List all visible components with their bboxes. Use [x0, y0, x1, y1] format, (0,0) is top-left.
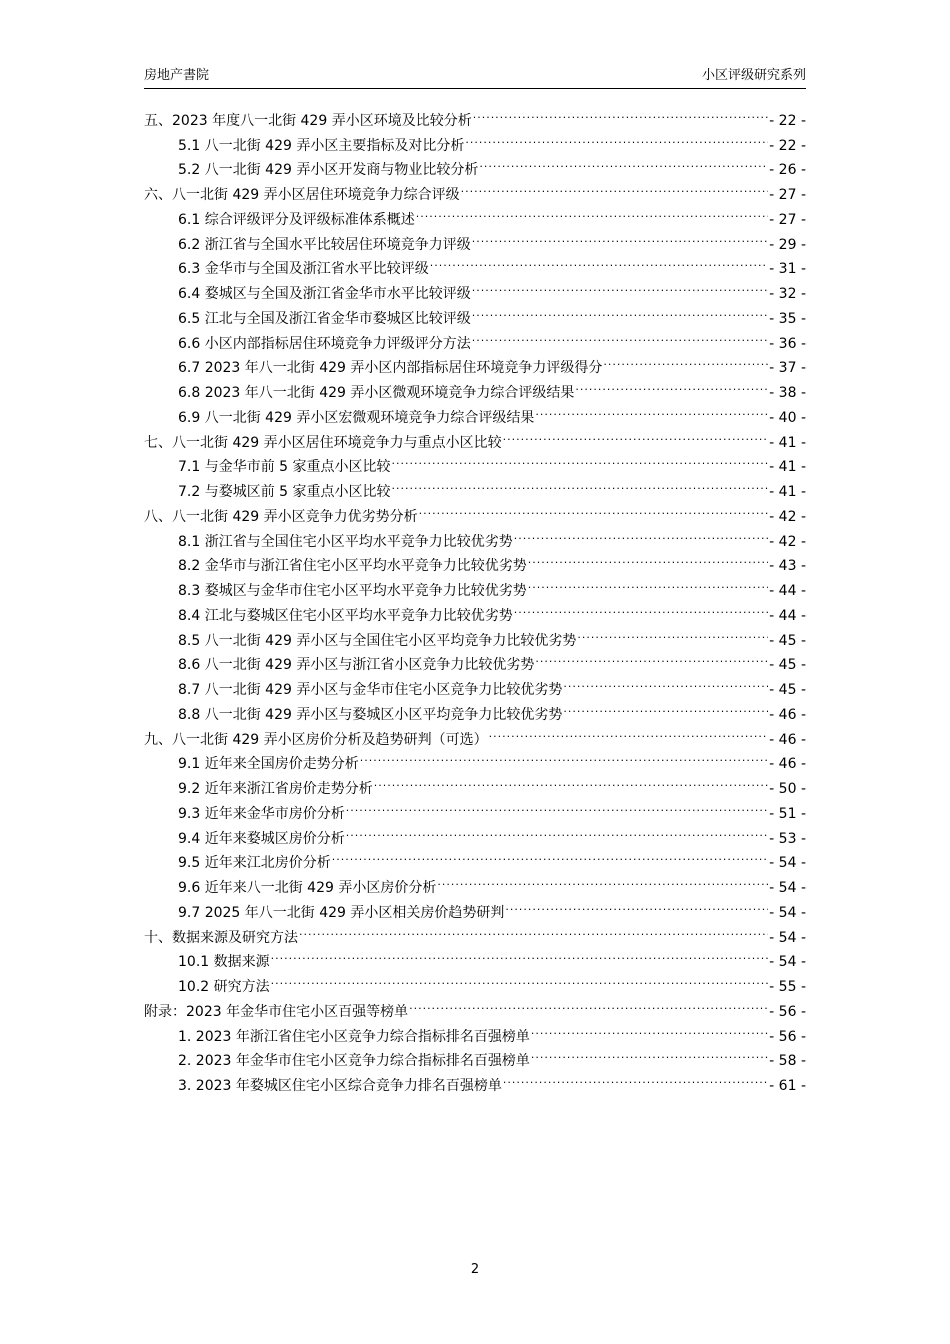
toc-entry-title: 8.7 八一北街 429 弄小区与金华市住宅小区竞争力比较优劣势	[178, 682, 563, 698]
header-right-title: 小区评级研究系列	[701, 68, 806, 83]
toc-dot-leader	[528, 570, 768, 595]
toc-dot-leader	[563, 669, 768, 694]
toc-entry-page: - 29 -	[769, 236, 806, 253]
toc-entry-title: 十、数据来源及研究方法	[144, 929, 298, 946]
toc-entry-page: - 22 -	[769, 137, 806, 154]
toc-dot-leader	[374, 768, 768, 793]
toc-entry-title: 9.6 近年来八一北街 429 弄小区房价分析	[178, 880, 437, 896]
toc-entry-page: - 54 -	[769, 904, 806, 921]
toc-entry-title: 9.2 近年来浙江省房价走势分析	[178, 781, 373, 797]
toc-entry-title: 10.1 数据来源	[178, 954, 270, 971]
toc-dot-leader	[299, 917, 768, 942]
toc-dot-leader	[472, 323, 768, 348]
toc-entry-page: - 22 -	[769, 112, 806, 129]
toc-entry-title: 6.9 八一北街 429 弄小区宏微观环境竞争力综合评级结果	[178, 409, 535, 426]
toc-dot-leader	[514, 521, 768, 546]
toc-entry-title: 6.6 小区内部指标居住环境竞争力评级评分方法	[178, 335, 471, 352]
toc-dot-leader	[392, 447, 769, 472]
toc-entry-page: - 46 -	[769, 731, 806, 748]
toc-entry-title: 7.2 与婺城区前 5 家重点小区比较	[178, 484, 391, 500]
toc-dot-leader	[503, 422, 769, 447]
toc-entry-page: - 32 -	[769, 286, 806, 302]
toc-entry-page: - 45 -	[769, 682, 806, 698]
toc-entry-page: - 27 -	[769, 211, 806, 228]
toc-entry-page: - 54 -	[769, 880, 806, 896]
toc-entry-title: 10.2 研究方法	[178, 979, 270, 995]
toc-dot-leader	[577, 620, 768, 645]
toc-entry-page: - 61 -	[769, 1078, 806, 1094]
toc-dot-leader	[430, 249, 768, 274]
toc-entry-title: 9.1 近年来全国房价走势分析	[178, 756, 359, 773]
toc-entry-title: 9.5 近年来江北房价分析	[178, 855, 331, 872]
toc-dot-leader	[489, 719, 769, 744]
toc-entry-title: 五、2023 年度八一北街 429 弄小区环境及比较分析	[144, 112, 472, 129]
toc-dot-leader	[535, 397, 768, 422]
toc-dot-leader	[465, 125, 768, 150]
toc-entry-title: 附录：2023 年金华市住宅小区百强等榜单	[144, 1003, 409, 1020]
toc-entry-title: 6.5 江北与全国及浙江省金华市婺城区比较评级	[178, 310, 471, 327]
toc-entry-title: 8.8 八一北街 429 弄小区与婺城区小区平均竞争力比较优劣势	[178, 706, 563, 723]
toc-entry-page: - 53 -	[769, 830, 806, 847]
toc-dot-leader	[346, 818, 768, 843]
toc-entry-title: 八、八一北街 429 弄小区竞争力优劣势分析	[144, 508, 418, 525]
toc-dot-leader	[392, 471, 769, 496]
toc-entry-page: - 38 -	[769, 385, 806, 401]
toc-entry-page: - 40 -	[769, 409, 806, 426]
toc-dot-leader	[528, 546, 768, 571]
toc-entry-page: - 44 -	[769, 583, 806, 599]
table-of-contents	[144, 100, 806, 1094]
toc-entry-page: - 26 -	[769, 162, 806, 179]
toc-entry[interactable]	[144, 100, 806, 129]
toc-entry-page: - 44 -	[769, 607, 806, 624]
toc-dot-leader	[416, 199, 768, 224]
toc-entry-page: - 41 -	[769, 484, 806, 500]
toc-entry-title: 8.5 八一北街 429 弄小区与全国住宅小区平均竞争力比较优劣势	[178, 632, 577, 649]
toc-entry-title: 8.3 婺城区与金华市住宅小区平均水平竞争力比较优劣势	[178, 583, 527, 599]
toc-entry-title: 9.7 2025 年八一北街 429 弄小区相关房价趋势研判	[178, 904, 505, 921]
toc-dot-leader	[531, 1016, 768, 1041]
toc-entry-page: - 54 -	[769, 954, 806, 971]
toc-entry-page: - 54 -	[769, 929, 806, 946]
toc-dot-leader	[461, 174, 769, 199]
toc-entry-page: - 45 -	[769, 632, 806, 649]
toc-entry-title: 8.1 浙江省与全国住宅小区平均水平竞争力比较优劣势	[178, 533, 513, 550]
toc-entry-page: - 37 -	[769, 360, 806, 377]
header-left-title: 房地产書院	[144, 68, 210, 83]
toc-dot-leader	[437, 867, 768, 892]
toc-dot-leader	[473, 100, 768, 125]
toc-entry-title: 九、八一北街 429 弄小区房价分析及趋势研判（可选）	[144, 731, 488, 748]
toc-entry-page: - 41 -	[769, 434, 806, 451]
page-header	[144, 66, 806, 89]
toc-entry-title: 2. 2023 年金华市住宅小区竞争力综合指标排名百强榜单	[178, 1053, 530, 1070]
toc-entry-page: - 46 -	[769, 706, 806, 723]
toc-entry-title: 6.4 婺城区与全国及浙江省金华市水平比较评级	[178, 286, 471, 302]
toc-entry-title: 9.3 近年来金华市房价分析	[178, 805, 345, 822]
toc-entry-page: - 31 -	[769, 261, 806, 278]
toc-entry-title: 6.2 浙江省与全国水平比较居住环境竞争力评级	[178, 236, 471, 253]
toc-entry-page: - 54 -	[769, 855, 806, 872]
toc-dot-leader	[409, 991, 768, 1016]
toc-entry-page: - 42 -	[769, 533, 806, 550]
toc-dot-leader	[514, 595, 768, 620]
toc-dot-leader	[575, 372, 768, 397]
toc-entry-title: 8.2 金华市与浙江省住宅小区平均水平竞争力比较优劣势	[178, 558, 527, 575]
toc-entry-page: - 46 -	[769, 756, 806, 773]
toc-entry-title: 3. 2023 年婺城区住宅小区综合竞争力排名百强榜单	[178, 1078, 502, 1094]
toc-entry-page: - 43 -	[769, 558, 806, 575]
toc-entry-page: - 35 -	[769, 310, 806, 327]
toc-entry-title: 8.4 江北与婺城区住宅小区平均水平竞争力比较优劣势	[178, 607, 513, 624]
toc-dot-leader	[472, 298, 768, 323]
toc-entry-page: - 58 -	[769, 1053, 806, 1070]
toc-entry-title: 1. 2023 年浙江省住宅小区竞争力综合指标排名百强榜单	[178, 1028, 530, 1045]
toc-entry-title: 六、八一北街 429 弄小区居住环境竞争力综合评级	[144, 187, 460, 203]
toc-dot-leader	[271, 966, 769, 991]
toc-entry-title: 9.4 近年来婺城区房价分析	[178, 830, 345, 847]
toc-dot-leader	[419, 496, 769, 521]
toc-entry-page: - 51 -	[769, 805, 806, 822]
toc-dot-leader	[505, 892, 768, 917]
toc-entry-title: 8.6 八一北街 429 弄小区与浙江省小区竞争力比较优劣势	[178, 657, 535, 674]
toc-dot-leader	[503, 1065, 768, 1090]
toc-entry-title: 6.1 综合评级评分及评级标准体系概述	[178, 211, 415, 228]
toc-entry-title: 七、八一北街 429 弄小区居住环境竞争力与重点小区比较	[144, 434, 502, 451]
toc-dot-leader	[332, 843, 768, 868]
toc-dot-leader	[563, 694, 768, 719]
toc-dot-leader	[603, 348, 768, 373]
toc-entry-page: - 45 -	[769, 657, 806, 674]
toc-dot-leader	[535, 645, 768, 670]
toc-entry-title: 6.8 2023 年八一北街 429 弄小区微观环境竞争力综合评级结果	[178, 385, 575, 401]
toc-entry-page: - 50 -	[769, 781, 806, 797]
toc-entry-title: 5.1 八一北街 429 弄小区主要指标及对比分析	[178, 137, 465, 154]
toc-dot-leader	[271, 942, 769, 967]
toc-entry-page: - 56 -	[769, 1028, 806, 1045]
toc-entry-page: - 56 -	[769, 1003, 806, 1020]
toc-dot-leader	[360, 744, 768, 769]
toc-entry-page: - 42 -	[769, 508, 806, 525]
toc-entry-page: - 27 -	[769, 187, 806, 203]
toc-dot-leader	[531, 1041, 768, 1066]
toc-entry-page: - 36 -	[769, 335, 806, 352]
toc-dot-leader	[479, 150, 768, 175]
toc-dot-leader	[472, 224, 768, 249]
toc-dot-leader	[472, 273, 768, 298]
toc-entry-title: 7.1 与金华市前 5 家重点小区比较	[178, 459, 391, 476]
toc-entry-page: - 55 -	[769, 979, 806, 995]
toc-entry-title: 6.7 2023 年八一北街 429 弄小区内部指标居住环境竞争力评级得分	[178, 360, 603, 377]
toc-dot-leader	[346, 793, 768, 818]
toc-entry-page: - 41 -	[769, 459, 806, 476]
toc-entry-title: 5.2 八一北街 429 弄小区开发商与物业比较分析	[178, 162, 479, 179]
page-number: 2	[470, 1262, 480, 1277]
toc-entry-title: 6.3 金华市与全国及浙江省水平比较评级	[178, 261, 429, 278]
